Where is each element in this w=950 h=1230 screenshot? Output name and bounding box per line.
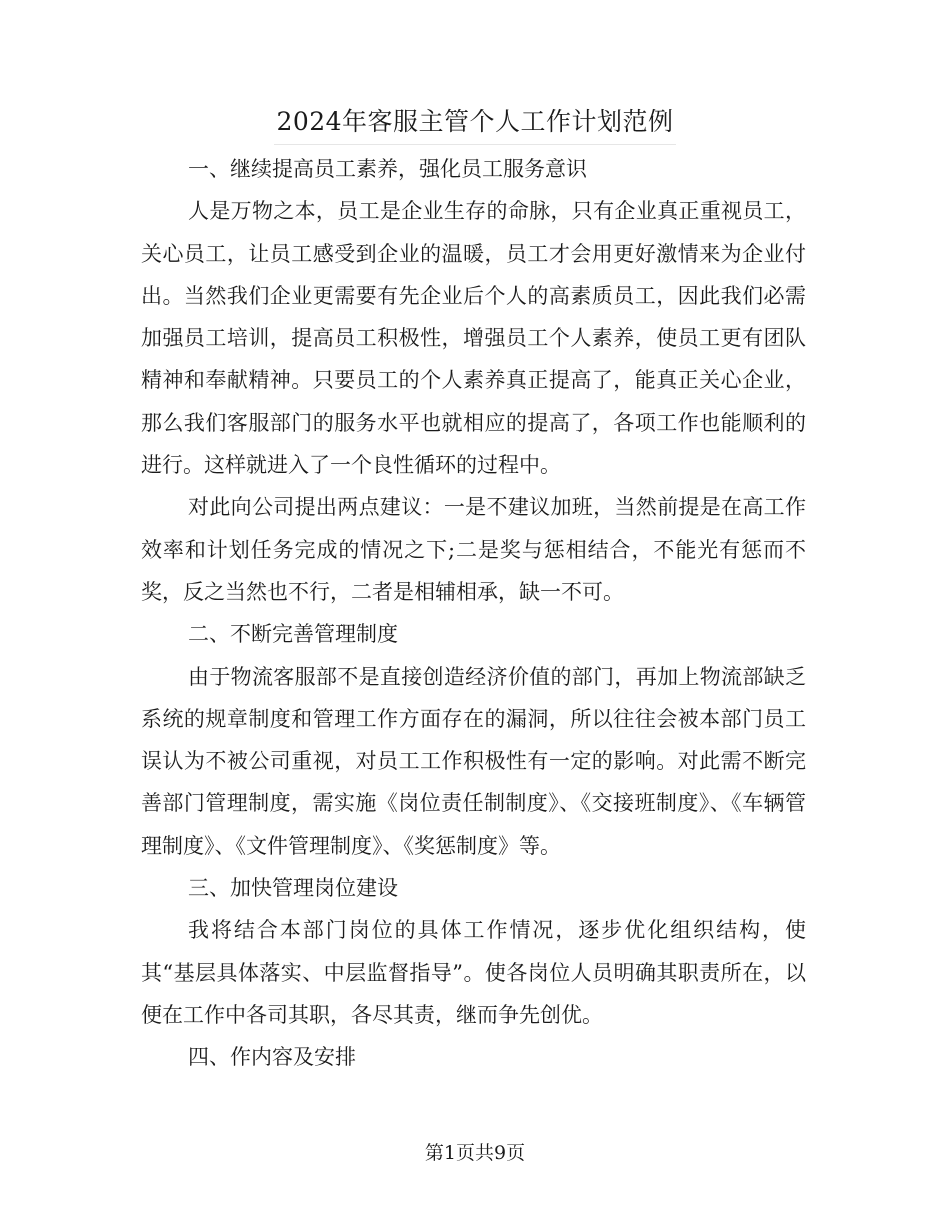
section-heading-3: 三、加快管理岗位建设 — [188, 876, 398, 901]
document-body — [141, 148, 806, 1079]
section-heading-2: 二、不断完善管理制度 — [188, 622, 398, 647]
page-number-footer: 第1页共9页 — [424, 1142, 526, 1164]
paragraph-position-building: 我将结合本部门岗位的具体工作情况，逐步优化组织结构，使其“基层具体落实、中层监督指导”。使各岗位人员明确其职责所在，以便在工作中各司其职，各尽其责，继而争先创优。 — [141, 918, 806, 1027]
document-title: 2024年客服主管个人工作计划范例 — [274, 104, 675, 145]
paragraph-suggestions: 对此向公司提出两点建议：一是不建议加班，当然前提是在高工作效率和计划任务完成的情况之下;二是奖与惩相结合，不能光有惩而不奖，反之当然也不行，二者是相辅相承，缺一不可。 — [141, 495, 806, 604]
section-heading-4: 四、作内容及安排 — [188, 1045, 356, 1070]
section-heading-1: 一、继续提高员工素养，强化员工服务意识 — [188, 157, 587, 181]
paragraph-management-system: 由于物流客服部不是直接创造经济价值的部门，再加上物流部缺乏系统的规章制度和管理工作方面存在的漏洞，所以往往会被本部门员工误认为不被公司重视，对员工工作积极性有一定的影响。对此需不断完善部门管理制度，需实施《岗位责任制制度》、《交接班制度》、《车辆管理制度》、《文件管理制度》、《奖惩制度》等。 — [141, 664, 806, 858]
paragraph-employee-quality: 人是万物之本，员工是企业生存的命脉，只有企业真正重视员工，关心员工，让员工感受到企业的温暖，员工才会用更好激情来为企业付出。当然我们企业更需要有先企业后个人的高素质员工，因此我们必需加强员工培训，提高员工积极性，增强员工个人素养，使员工更有团队精神和奉献精神。只要员工的个人素养真正提高了，能真正关心企业，那么我们客服部门的服务水平也就相应的提高了，各项工作也能顺利的进行。这样就进入了一个良性循环的过程中。 — [141, 199, 806, 478]
document-title-container — [0, 104, 950, 145]
